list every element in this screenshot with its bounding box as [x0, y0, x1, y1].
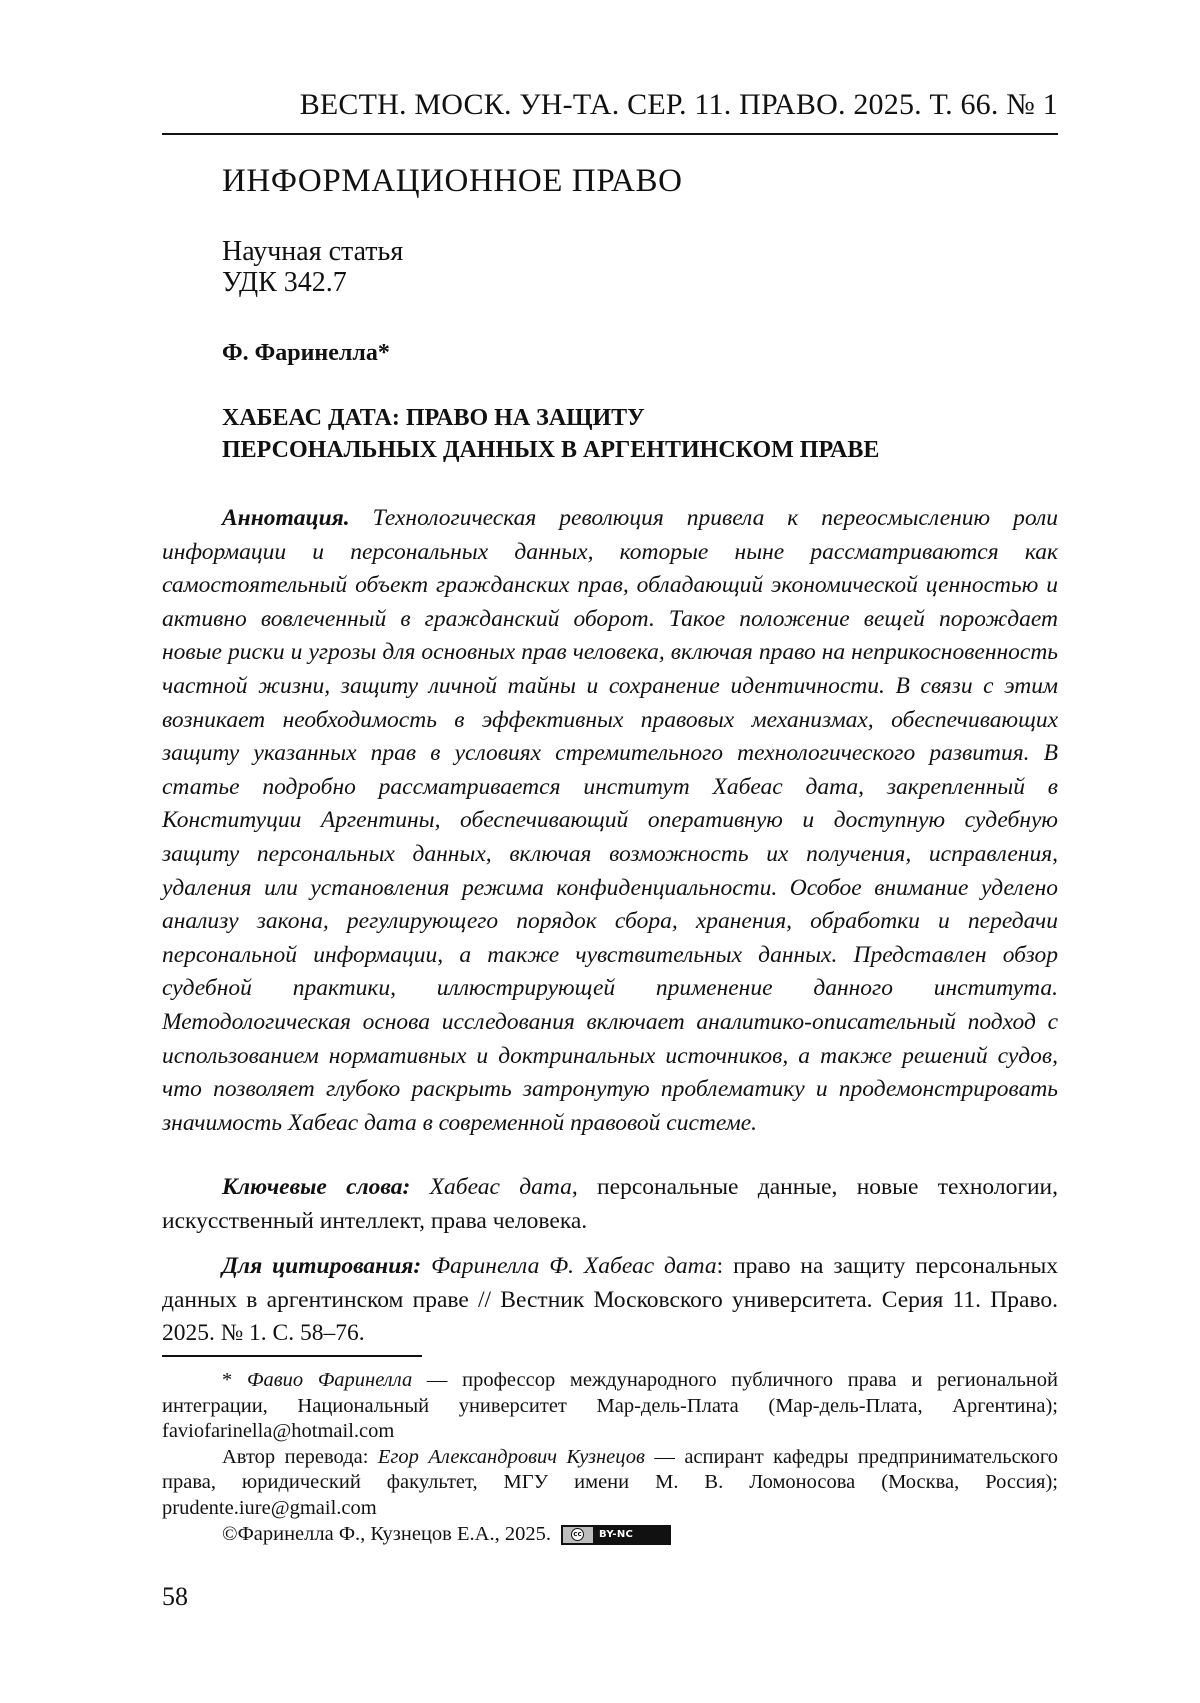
journal-page	[162, 0, 1058, 1703]
abstract-label: Аннотация.	[222, 505, 350, 531]
footnote-author	[162, 1368, 1058, 1445]
keywords	[162, 1171, 1058, 1238]
article-meta	[222, 236, 403, 298]
keyword-first: Хабеас дата	[430, 1174, 572, 1200]
footnotes	[162, 1368, 1058, 1547]
udc-code: УДК 342.7	[222, 267, 403, 298]
footnote-translator	[162, 1445, 1058, 1522]
cc-license-badge	[561, 1525, 671, 1545]
citation-rest: : право на защиту персональных данных в аргентинском праве // Вестник Московского университета. Серия 11. Право. 2025. № 1. С. 58–76.	[162, 1253, 1058, 1346]
footnote-mark: *	[222, 1369, 232, 1391]
translator-name: Егор Александрович Кузнецов	[378, 1446, 645, 1468]
keywords-rest: , персональные данные, новые технологии, искусственный интеллект, права человека.	[162, 1174, 1058, 1234]
author-name: Ф. Фаринелла*	[222, 340, 390, 367]
footnote-rule	[162, 1355, 422, 1357]
creative-commons-icon: cc	[571, 1528, 584, 1541]
citation-italic: Фаринелла Ф. Хабеас дата	[431, 1253, 717, 1279]
footnote-author-name: Фавио Фаринелла	[247, 1369, 412, 1391]
keywords-label: Ключевые слова:	[222, 1174, 410, 1200]
header-rule	[162, 133, 1058, 135]
article-title	[222, 402, 879, 466]
license-label: BY-NC	[599, 1527, 633, 1543]
section-title: ИНФОРМАЦИОННОЕ ПРАВО	[222, 163, 683, 200]
citation-label: Для цитирования:	[222, 1253, 421, 1279]
copyright-line	[162, 1522, 1058, 1548]
article-type: Научная статья	[222, 236, 403, 267]
citation	[162, 1250, 1058, 1351]
article-title-line-1: ХАБЕАС ДАТА: ПРАВО НА ЗАЩИТУ	[222, 402, 879, 434]
copyright-text: ©Фаринелла Ф., Кузнецов Е.А., 2025.	[222, 1523, 551, 1545]
page-number: 58	[162, 1582, 188, 1612]
running-head: ВЕСТН. МОСК. УН-ТА. СЕР. 11. ПРАВО. 2025. Т. 66. № 1	[222, 88, 1058, 122]
translator-label: Автор перевода:	[222, 1446, 378, 1468]
translator-text: — аспирант кафедры предпринимательского права, юридический факультет, МГУ имени М. В. Ломоносова (Москва, Россия); prudente.iure@gmail.com	[162, 1446, 1058, 1519]
abstract	[162, 502, 1058, 1140]
abstract-text: Технологическая революция привела к переосмыслению роли информации и персональных данных, которые ныне рассматриваются как самостоятельный объект гражданских прав, обладающий экономической ценностью и активно вовлеченный в гражданский оборот. Такое положение вещей порождает новые риски и угрозы для основных прав человека, включая право на неприкосновенность частной жизни, защиту личной тайны и сохранение идентичности. В связи с этим возникает необходимость в эффективных правовых механизмах, обеспечивающих защиту указанных прав в условиях стремительного технологического развития. В статье подробно рассматривается институт Хабеас дата, закрепленный в Конституции Аргентины, обеспечивающий оперативную и доступную судебную защиту персональных данных, включая возможность их получения, исправления, удаления или установления режима конфиденциальности. Особое внимание уделено анализу закона, регулирующего порядок сбора, хранения, обработки и передачи персональной информации, а также чувствительных данных. Представлен обзор судебной практики, иллюстрирующей применение данного института. Методологическая основа исследования включает аналитико-описательный подход с использованием нормативных и доктринальных источников, а также решений судов, что позволяет глубоко раскрыть затронутую проблематику и продемонстрировать значимость Хабеас дата в современной правовой системе.	[162, 505, 1058, 1136]
footnote-author-text: — профессор международного публичного права и региональной интеграции, Национальный университет Мар-дель-Плата (Мар-дель-Плата, Аргентина); faviofarinella@hotmail.com	[162, 1369, 1058, 1442]
article-title-line-2: ПЕРСОНАЛЬНЫХ ДАННЫХ В АРГЕНТИНСКОМ ПРАВЕ	[222, 434, 879, 466]
